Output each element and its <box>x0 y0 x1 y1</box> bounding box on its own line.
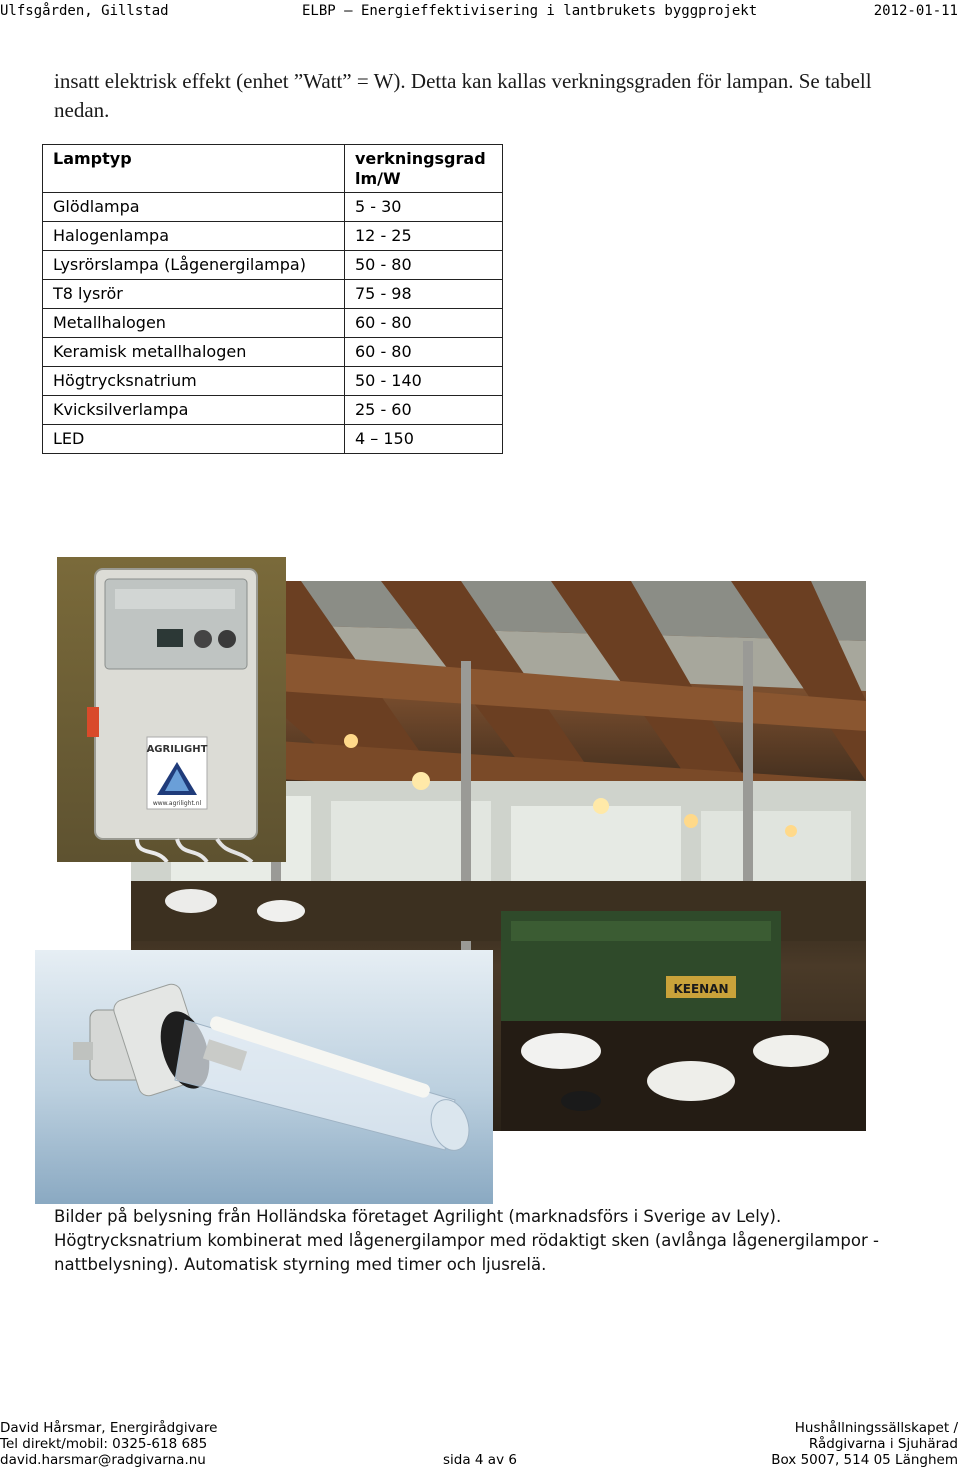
table-row <box>43 338 503 367</box>
intro-paragraph: insatt elektrisk effekt (enhet ”Watt” = W). Detta kan kallas verkningsgraden för lampan. Se tabell nedan. <box>54 69 872 122</box>
header-date: 2012-01-11 <box>873 3 958 19</box>
high-pressure-sodium-lamp-photo <box>35 950 493 1204</box>
table-cell: Glödlampa <box>43 193 345 222</box>
table-cell: 4 – 150 <box>345 425 503 454</box>
table-row <box>43 280 503 309</box>
header-left: Ulfsgården, Gillstad <box>0 3 169 19</box>
table-cell: Kvicksilverlampa <box>43 396 345 425</box>
table-header-row <box>43 145 503 193</box>
table-cell: Högtrycksnatrium <box>43 367 345 396</box>
footer-org-line: Rådgivarna i Sjuhärad <box>808 1436 958 1452</box>
table-cell: 75 - 98 <box>345 280 503 309</box>
table-row <box>43 193 503 222</box>
page-footer <box>0 1420 960 1469</box>
page-header <box>0 2 960 20</box>
table-cell: Halogenlampa <box>43 222 345 251</box>
footer-contact <box>0 1420 217 1468</box>
table-cell: 60 - 80 <box>345 309 503 338</box>
table-header-lamptyp: Lamptyp <box>43 145 345 193</box>
table-row <box>43 396 503 425</box>
controller-illustration <box>57 557 286 862</box>
lamp-illustration <box>35 950 493 1204</box>
table-header-efficiency: verkningsgrad lm/W <box>345 145 503 193</box>
table-cell: Metallhalogen <box>43 309 345 338</box>
table-cell: T8 lysrör <box>43 280 345 309</box>
agrilight-url-text: www.agrilight.nl <box>152 800 202 807</box>
footer-page-number: sida 4 av 6 <box>443 1452 517 1468</box>
table-cell: Keramisk metallhalogen <box>43 338 345 367</box>
footer-organization <box>771 1420 958 1468</box>
table-cell: 12 - 25 <box>345 222 503 251</box>
table-cell: 50 - 80 <box>345 251 503 280</box>
table-cell: LED <box>43 425 345 454</box>
table-cell: Lysrörslampa (Lågenergilampa) <box>43 251 345 280</box>
agrilight-controller-photo <box>57 557 286 862</box>
footer-phone: Tel direkt/mobil: 0325-618 685 <box>0 1436 208 1452</box>
lamp-efficiency-table <box>42 144 503 454</box>
footer-org-line: Hushållningssällskapet / <box>794 1420 958 1436</box>
table-row <box>43 309 503 338</box>
footer-address: Box 5007, 514 05 Länghem <box>771 1452 958 1468</box>
header-center: ELBP – Energieffektivisering i lantbrukets byggprojekt <box>302 3 758 19</box>
table-cell: 50 - 140 <box>345 367 503 396</box>
footer-author: David Hårsmar, Energirådgivare <box>0 1420 218 1436</box>
table-cell: 5 - 30 <box>345 193 503 222</box>
image-caption: Bilder på belysning från Holländska företaget Agrilight (marknadsförs i Sverige av Lely). Högtrycksnatrium kombinerat med lågenergilampor med rödaktigt sken (avlånga lågenergilampor - nattbelysning). Automatisk styrning med timer och ljusrelä. <box>54 1207 879 1274</box>
table-row <box>43 425 503 454</box>
table-row <box>43 251 503 280</box>
table-row <box>43 222 503 251</box>
agrilight-logo-text: AGRILIGHT <box>146 744 208 755</box>
table-cell: 25 - 60 <box>345 396 503 425</box>
feeder-label: KEENAN <box>673 982 729 996</box>
footer-email[interactable]: david.harsmar@radgivarna.nu <box>0 1452 206 1468</box>
table-cell: 60 - 80 <box>345 338 503 367</box>
table-row <box>43 367 503 396</box>
